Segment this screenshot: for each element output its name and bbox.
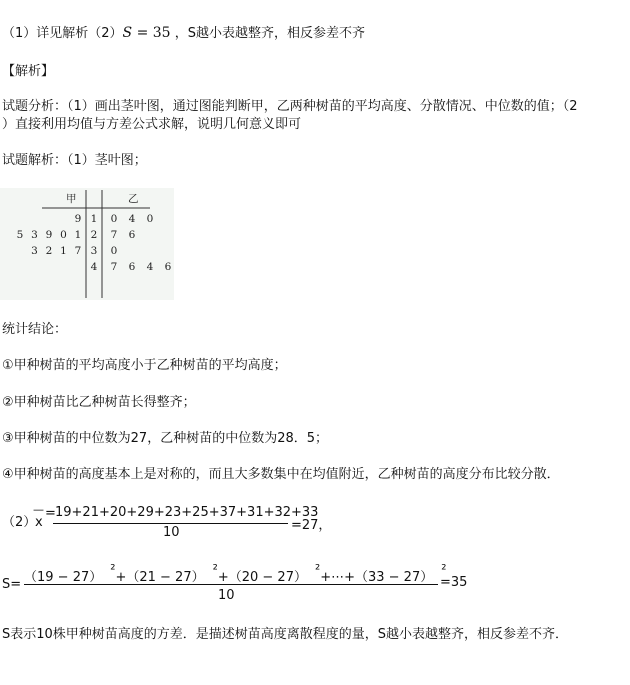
test-analysis-line2: ）直接利用均值与方差公式求解，说明几何意义即可 <box>2 117 302 132</box>
leaf-right: 0 <box>110 213 118 225</box>
stem-value: 2 <box>90 229 98 241</box>
conclusion-3: ③甲种树苗的中位数为27，乙种树苗的中位数为28．5； <box>2 431 329 446</box>
final-statement: S表示10株甲种树苗高度的方差．是描述树苗高度离散程度的量，S越小表越整齐，相反参差不齐． <box>2 627 569 642</box>
conclusion-heading: 统计结论： <box>2 322 68 337</box>
mean-var: x <box>35 515 43 530</box>
leaf-right: 6 <box>128 261 136 273</box>
stem-leaf-plot <box>0 188 174 300</box>
leaf-left: 2 <box>45 245 53 257</box>
answer-part1: （1）详见解析（2） <box>2 26 123 41</box>
stem-leaf-svg <box>0 188 174 300</box>
leaf-left: 3 <box>31 229 38 241</box>
leaf-left: 9 <box>74 213 82 225</box>
test-analysis-line1: 试题分析：（1）画出茎叶图，通过图能判断甲，乙两种树苗的平均高度、分散情况、中位数的值；（2 <box>2 99 578 114</box>
answer-rest: ，S越小表越整齐，相反参差不齐 <box>170 26 365 41</box>
leaf-right: 7 <box>110 261 118 273</box>
variance-denominator: 10 <box>218 588 235 603</box>
solution-intro: 试题解析：（1）茎叶图； <box>2 153 147 168</box>
leaf-left: 9 <box>45 229 53 241</box>
leaf-left: 7 <box>74 245 82 257</box>
variance-exponent: ² <box>212 563 218 578</box>
leaf-left: 0 <box>60 229 67 241</box>
header-right: 乙 <box>128 193 139 205</box>
leaf-right: 6 <box>128 229 136 241</box>
mean-prefix: （2） <box>2 515 37 530</box>
variance-term: +（20 − 27） <box>217 570 307 585</box>
leaf-right: 4 <box>146 261 154 273</box>
variance-fraction-bar <box>24 584 438 585</box>
leaf-left: 5 <box>16 229 24 241</box>
variance-term: +⋯+（33 − 27） <box>320 570 434 585</box>
variance-result: =35 <box>440 575 468 590</box>
mean-overline: — <box>33 503 44 516</box>
stem-value: 1 <box>90 213 98 225</box>
conclusion-2: ②甲种树苗比乙种树苗长得整齐； <box>2 395 196 410</box>
mean-numerator: 19+21+20+29+23+25+37+31+32+33 <box>55 505 319 520</box>
variance-exponent: ² <box>441 563 447 578</box>
leaf-left: 3 <box>31 245 38 257</box>
variance-term: （19 − 27） <box>24 570 103 585</box>
analysis-heading: 【解析】 <box>2 64 55 79</box>
header-left: 甲 <box>66 193 77 205</box>
leaf-left: 1 <box>60 245 67 257</box>
variance-lhs: S= <box>2 577 22 592</box>
leaf-right: 7 <box>110 229 118 241</box>
mean-fraction-bar <box>53 523 288 524</box>
variance-numerator <box>24 563 447 585</box>
leaf-left: 1 <box>74 229 82 241</box>
leaf-right: 0 <box>146 213 154 225</box>
conclusion-1: ①甲种树苗的平均高度小于乙种树苗的平均高度； <box>2 358 287 373</box>
conclusion-4: ④甲种树苗的高度基本上是对称的，而且大多数集中在均值附近，乙种树苗的高度分布比较分散． <box>2 467 560 482</box>
variance-term: +（21 − 27） <box>115 570 205 585</box>
variance-exponent: ² <box>110 563 116 578</box>
mean-result: =27， <box>291 518 332 533</box>
stem-leaf-rows <box>17 213 172 273</box>
answer-s-value: = 35 <box>132 25 171 41</box>
stem-value: 4 <box>90 261 98 273</box>
variance-exponent: ² <box>314 563 321 578</box>
answer-line <box>2 25 365 42</box>
mean-eq: = <box>45 506 56 521</box>
stem-value: 3 <box>90 245 98 257</box>
answer-s-symbol: S <box>122 25 133 41</box>
leaf-right: 0 <box>110 245 118 257</box>
leaf-right: 4 <box>128 213 136 225</box>
mean-denominator: 10 <box>163 525 180 540</box>
leaf-right: 6 <box>164 261 172 273</box>
